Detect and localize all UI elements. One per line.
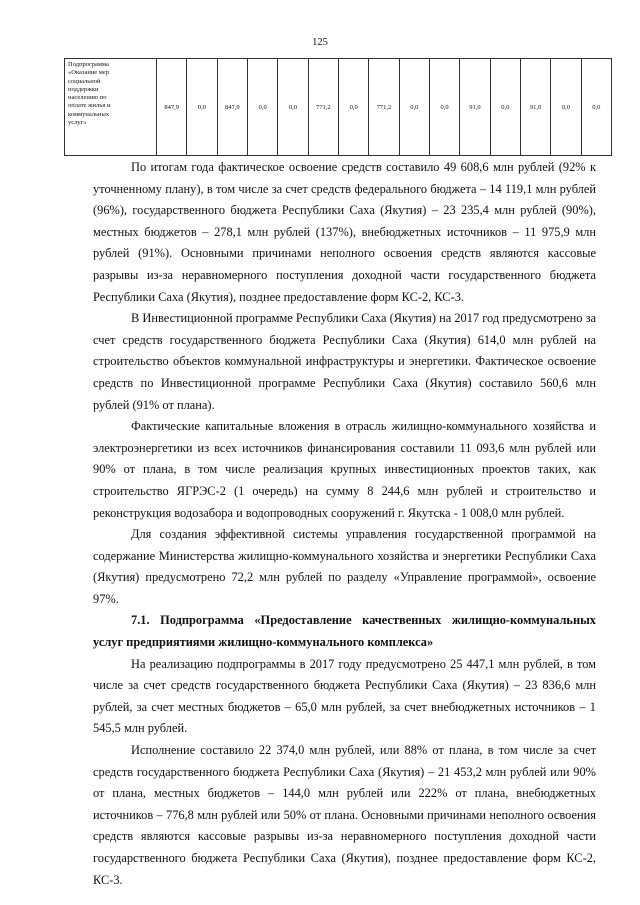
table-cell: 0,0 xyxy=(278,59,308,156)
table-cell: 771,2 xyxy=(369,59,399,156)
paragraph: Исполнение составило 22 374,0 млн рублей, или 88% от плана, в том числе за счет средств государственного бюджета Республики Саха (Якутия) – 21 453,2 млн рублей или 90% от плана, местных бюджетов – 144,0 млн рублей или 222% от плана, внебюджетных источников – 776,8 млн рублей или 50% от плана. Основными причинами неполного освоения средств являются кассовые разрывы из-за неравномерного поступления доходной части государственного бюджета Республики Саха (Якутия), позднее предоставление форм КС-2, КС-3. xyxy=(93,743,596,887)
table-cell: 0,0 xyxy=(247,59,277,156)
table-cell: 771,2 xyxy=(308,59,338,156)
paragraph: На реализацию подпрограммы в 2017 году предусмотрено 25 447,1 млн рублей, в том числе за счет средств государственного бюджета Республики Саха (Якутия) – 23 836,6 млн рублей, за счет местных бюджетов – 65,0 млн рублей, за счет внебюджетных источников – 1 545,5 млн рублей. xyxy=(93,656,596,736)
label-line: социальной xyxy=(68,77,101,85)
label-line: услуг» xyxy=(68,119,87,127)
paragraph: Для создания эффективной системы управления государственной программой на содержание Министерства жилищно-коммунального хозяйства и энергетики Республики Саха (Якутия) предусмотрено 72,2 млн рублей по разделу «Управление программой», освоение 97%. xyxy=(93,527,596,606)
table-cell: 847,9 xyxy=(157,59,187,156)
table-cell: 847,9 xyxy=(217,59,247,156)
table-cell: 0,0 xyxy=(551,59,581,156)
table-row xyxy=(65,59,612,156)
section-heading: 7.1. Подпрограмма «Предоставление качественных жилищно-коммунальных услуг предприятиями жилищно-коммунального комплекса» xyxy=(93,613,596,650)
label-line: коммунальных xyxy=(68,110,110,118)
table-cell: 0,0 xyxy=(338,59,368,156)
paragraph: Фактические капитальные вложения в отрасль жилищно-коммунального хозяйства и электроэнергетики из всех источников финансирования составили 11 093,6 млн рублей или 90% от плана, в том числе реализация крупных инвестиционных проектов таких, как строительство ЯГРЭС-2 (1 очередь) на сумму 8 244,6 млн рублей и строительство и реконструкция водозабора и водопроводных сооружений г. Якутска - 1 008,0 млн рублей. xyxy=(93,419,596,520)
label-line: населению по xyxy=(68,94,107,102)
table-cell: 0,0 xyxy=(581,59,611,156)
subprogram-table xyxy=(64,58,612,156)
subprogram-label-cell xyxy=(65,59,157,156)
page-number: 125 xyxy=(312,37,328,48)
label-line: поддержки xyxy=(68,85,99,93)
table-cell: 0,0 xyxy=(429,59,459,156)
table-cell: 0,0 xyxy=(187,59,217,156)
table-cell: 91,0 xyxy=(520,59,550,156)
table-cell: 0,0 xyxy=(399,59,429,156)
paragraph: В Инвестиционной программе Республики Саха (Якутия) на 2017 год предусмотрено за счет средств государственного бюджета Республики Саха (Якутия) 614,0 млн рублей на строительство объектов коммунальной инфраструктуры и энергетики. Фактическое освоение средств по Инвестиционной программе Республики Саха (Якутия) составило 560,6 млн рублей (91% от плана). xyxy=(93,311,596,412)
label-line: Подпрограмма xyxy=(68,61,109,68)
label-line: оплате жилья и xyxy=(68,102,111,110)
label-line: «Оказание мер xyxy=(68,69,110,77)
paragraph: По итогам года фактическое освоение средств составило 49 608,6 млн рублей (92% к уточненному плану), в том числе за счет средств федерального бюджета – 14 119,1 млн рублей (96%), государственного бюджета Республики Саха (Якутия) – 23 235,4 млн рублей (90%), местных бюджетов – 278,1 млн рублей (137%), внебюджетных источников – 11 975,9 млн рублей (91%). Основными причинами неполного освоения средств являются кассовые разрывы из-за неравномерного поступления доходной части государственного бюджета Республики Саха (Якутия), позднее предоставление форм КС-2, КС-3. xyxy=(93,160,596,304)
table-cell: 91,0 xyxy=(460,59,490,156)
table-cell: 0,0 xyxy=(490,59,520,156)
document-body xyxy=(93,157,596,891)
